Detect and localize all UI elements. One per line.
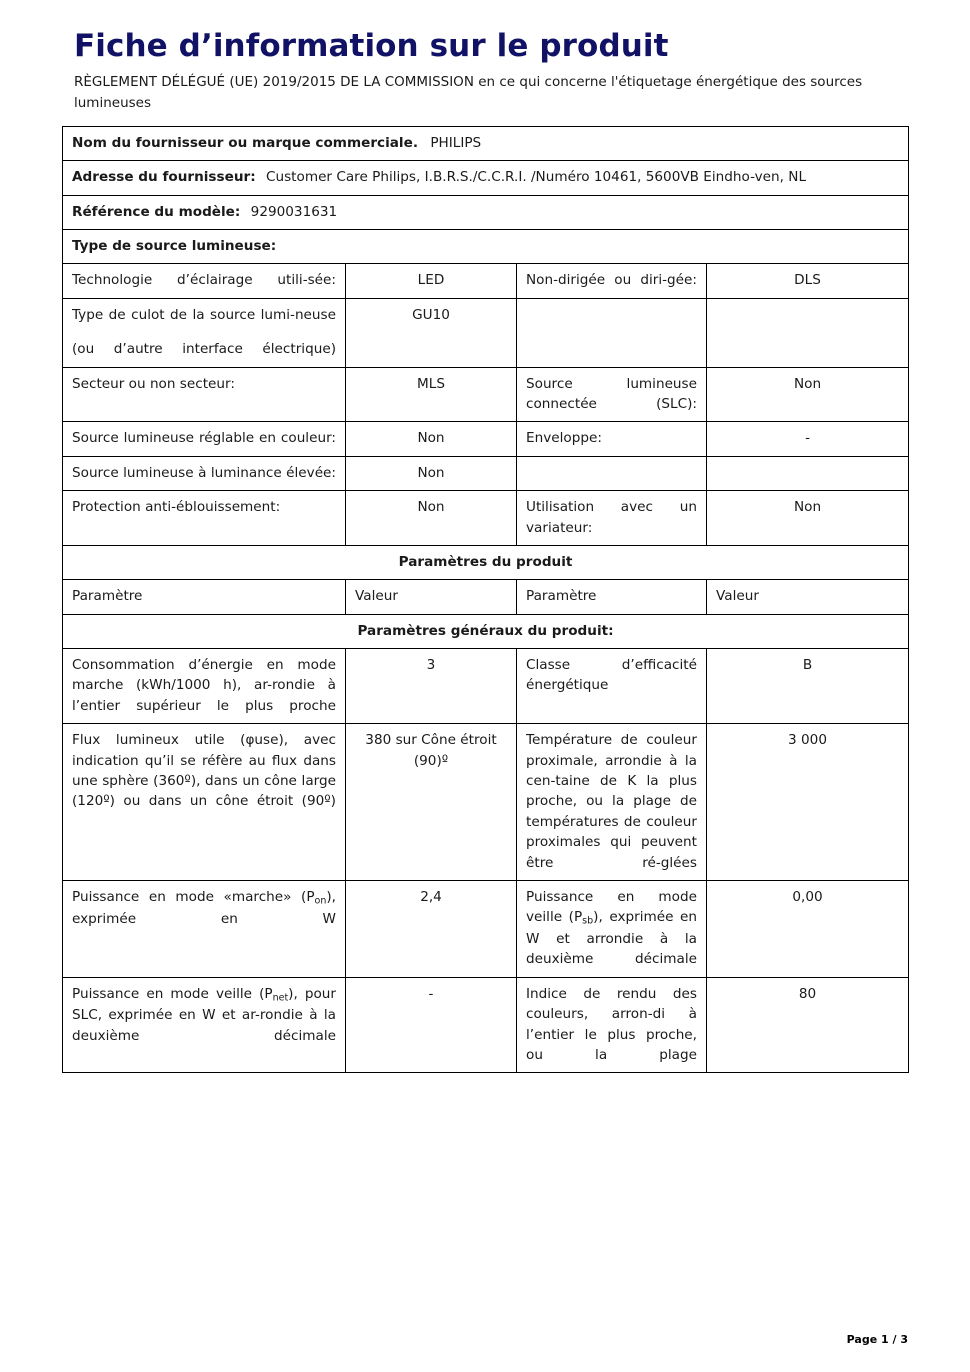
page-title: Fiche d’information sur le produit	[74, 28, 669, 64]
table-row	[63, 724, 909, 881]
networked-standby-power-label-post: ), pour SLC, exprimée en W et ar-rondie à la deuxième décimale	[72, 985, 336, 1044]
page-footer: Page 1 / 3	[846, 1333, 908, 1346]
energy-consumption-label: Consommation d’énergie en mode marche (kWh/1000 h), ar-rondie à l’entier supérieur le plus proche	[63, 649, 346, 724]
on-mode-power-label-post: ), exprimée en W	[72, 889, 336, 927]
on-mode-power-label-pre: Puissance en mode «marche» (P	[72, 889, 315, 905]
column-header-value1: Valeur	[346, 580, 517, 614]
regulation-subtitle: RÈGLEMENT DÉLÉGUÉ (UE) 2019/2015 DE LA COMMISSION en ce qui concerne l'étiquetage énergétique des sources lumineuses	[74, 74, 863, 111]
spacer	[72, 325, 336, 339]
model-reference-label: Référence du modèle:	[72, 203, 241, 220]
dimmer-use-label: Utilisation avec un variateur:	[517, 491, 707, 546]
high-luminance-empty-value	[707, 456, 909, 490]
mains-label: Secteur ou non secteur:	[63, 367, 346, 422]
mains-value: MLS	[346, 367, 517, 422]
supplier-address-label: Adresse du fournisseur:	[72, 169, 256, 186]
table-row	[63, 491, 909, 546]
envelope-value: -	[707, 422, 909, 456]
supplier-address-value: Customer Care Philips, I.B.R.S./C.C.R.I. /Numéro 10461, 5600VB Eindho-ven, NL	[265, 169, 807, 186]
on-mode-power-value: 2,4	[346, 881, 517, 978]
model-reference-row	[63, 195, 909, 229]
on-mode-power-label-sub: on	[314, 895, 327, 907]
colour-temperature-value: 3 000	[707, 724, 909, 881]
model-reference-value: 9290031631	[250, 203, 338, 220]
general-params-header-row	[63, 614, 909, 648]
directional-value: DLS	[707, 264, 909, 298]
product-table	[62, 126, 909, 1074]
connected-source-label: Source lumineuse connectée (SLC):	[517, 367, 707, 422]
colour-temperature-label: Température de couleur proximale, arrondie à la cen-taine de K la plus proche, ou la plage de températures de couleur proximales qui peuvent être ré-glées	[517, 724, 707, 881]
useful-luminous-flux-value: 380 sur Cône étroit (90)º	[346, 724, 517, 881]
column-header-row	[63, 580, 909, 614]
cap-type-value: GU10	[346, 298, 517, 367]
cap-type-label-line1: Type de culot de la source lumi-neuse	[72, 306, 336, 323]
high-luminance-label: Source lumineuse à luminance élevée:	[63, 456, 346, 490]
standby-power-label	[517, 881, 707, 978]
anti-glare-label: Protection anti-éblouissement:	[63, 491, 346, 546]
networked-standby-power-value: -	[346, 977, 517, 1073]
cap-type-label	[63, 298, 346, 367]
directional-label: Non-dirigée ou diri-gée:	[517, 264, 707, 298]
standby-power-label-pre: Puissance en mode veille (P	[526, 889, 697, 926]
standby-power-label-sub: sb	[582, 915, 594, 927]
dimmer-use-value: Non	[707, 491, 909, 546]
colour-rendering-index-label: Indice de rendu des couleurs, arron-di à l’entier le plus proche, ou la plage	[517, 977, 707, 1073]
table-row	[63, 298, 909, 367]
energy-class-value: B	[707, 649, 909, 724]
supplier-name-value: PHILIPS	[430, 134, 482, 151]
energy-consumption-value: 3	[346, 649, 517, 724]
networked-standby-power-label	[63, 977, 346, 1073]
cap-type-empty-label	[517, 298, 707, 367]
high-luminance-value: Non	[346, 456, 517, 490]
general-params-header: Paramètres généraux du produit:	[63, 614, 909, 648]
networked-standby-power-label-pre: Puissance en mode veille (P	[72, 985, 273, 1002]
cap-type-label-line2: (ou d’autre interface électrique)	[72, 341, 336, 358]
column-header-param2: Paramètre	[517, 580, 707, 614]
anti-glare-value: Non	[346, 491, 517, 546]
source-type-header-row	[63, 230, 909, 264]
supplier-name-label: Nom du fournisseur ou marque commerciale.	[72, 134, 418, 151]
connected-source-value: Non	[707, 367, 909, 422]
standby-power-value: 0,00	[707, 881, 909, 978]
table-row	[63, 367, 909, 422]
table-row	[63, 456, 909, 490]
colour-rendering-index-value: 80	[707, 977, 909, 1073]
table-row	[63, 422, 909, 456]
lighting-technology-label: Technologie d’éclairage utili-sée:	[63, 264, 346, 298]
table-row	[63, 264, 909, 298]
supplier-address-row	[63, 161, 909, 195]
table-row	[63, 977, 909, 1073]
on-mode-power-label	[63, 881, 346, 978]
column-header-value2: Valeur	[707, 580, 909, 614]
useful-luminous-flux-label: Flux lumineux utile (φuse), avec indication qu’il se réfère au flux dans une sphère (360º), dans un cône large (120º) ou dans un cône étroit (90º)	[63, 724, 346, 881]
energy-class-label: Classe d’efficacité énergétique	[517, 649, 707, 724]
standby-power-label-post: ), exprimée en W et arrondie à la deuxième décimale	[526, 909, 697, 968]
envelope-label: Enveloppe:	[517, 422, 707, 456]
networked-standby-power-label-sub: net	[272, 992, 289, 1004]
lighting-technology-value: LED	[346, 264, 517, 298]
table-row	[63, 881, 909, 978]
high-luminance-empty-label	[517, 456, 707, 490]
supplier-name-row	[63, 126, 909, 160]
cap-type-empty-value	[707, 298, 909, 367]
column-header-param1: Paramètre	[63, 580, 346, 614]
colour-tuneable-value: Non	[346, 422, 517, 456]
source-type-header: Type de source lumineuse:	[63, 230, 909, 264]
product-params-header: Paramètres du produit	[63, 545, 909, 579]
table-row	[63, 649, 909, 724]
colour-tuneable-label: Source lumineuse réglable en couleur:	[63, 422, 346, 456]
product-params-header-row	[63, 545, 909, 579]
